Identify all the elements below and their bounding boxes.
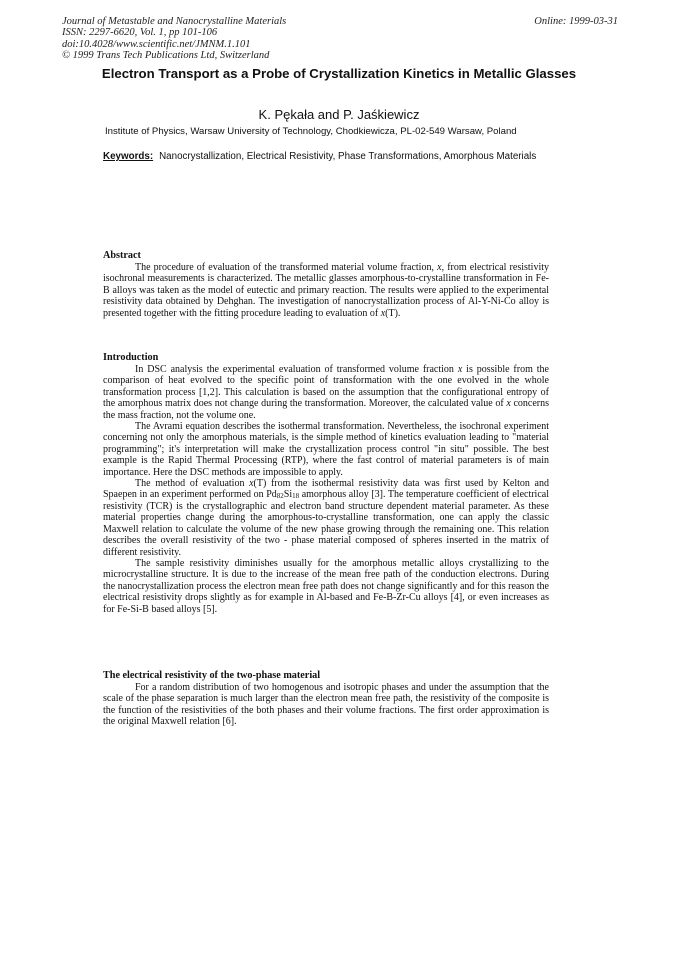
introduction-section — [103, 352, 549, 615]
introduction-paragraph-3: The method of evaluation x(T) from the isothermal resistivity data was first used by Kelton and Spaepen in an experiment performed on $Pd_{82}Si_{18}$ amorphous alloy [3]. The temperature coefficient of electrical resistivity (TCR) is the crystallographic and electron band structure dependent material parameter. As these material properties change during the amorphous-to-crystalline transformation, one can apply the classic Maxwell relation to calculate the volume of the new phase growing through the remaining one. This relation describes the overall resistivity of the two - phase material composed of spheres inserted in the matrix of different resistivity. — [103, 478, 549, 558]
journal-header — [62, 16, 618, 62]
resistivity-heading: The electrical resistivity of the two-phase material — [103, 670, 321, 681]
introduction-paragraph-4: The sample resistivity diminishes usually for the amorphous metallic alloys crystallizing to the microcrystalline structure. It is due to the increase of the mean free path of the conduction electrons. During the nanocrystallization process the electron mean free path does not change significantly and for this reason the electrical resistivity drops slightly as for example in Al-based and Fe-B-Zr-Cu alloys [4], or even increases as for Fe-Si-B based alloys [5]. — [103, 557, 549, 615]
keywords — [103, 151, 550, 163]
abstract-paragraph: The procedure of evaluation of the transformed material volume fraction, x, from electrical resistivity isochronal measurements is characterized. The metallic glasses amorphous-to-crystalline transformation in Fe-B alloys was taken as the model of eutectic and primary reaction. The results were applied to the experimental resistivity data obtained by Dehghan. The investigation of nanocrystallization process of Al-Y-Ni-Co alloy is presented together with the fitting procedure leading to evaluation of x(T). — [103, 262, 549, 319]
keywords-text: Nanocrystallization, Electrical Resistivity, Phase Transformations, Amorphous Materials — [159, 151, 537, 162]
abstract-heading: Abstract — [103, 250, 141, 261]
introduction-heading: Introduction — [103, 352, 159, 363]
resistivity-paragraph: For a random distribution of two homogenous and isotropic phases and under the assumption that the scale of the phase separation is much larger than the electron mean free path, the resistivity of the composite is the function of the resistivities of the both phases and their volume fractions. The first order approximation is the original Maxwell relation [6]. — [103, 682, 549, 728]
resistivity-section — [103, 670, 549, 728]
keywords-label: Keywords: — [103, 151, 154, 162]
introduction-paragraph-2: The Avrami equation describes the isothermal transformation. Nevertheless, the isochronal experiment concerning not only the amorphous materials, is the simple method of kinetics evaluation leading to "material programming"; it's interpretation will make the crystallization process control "in situ" possible. The best example is the Rapid Thermal Processing (RTP), where the fast control of material parameters is of main importance. Here the DSC methods are impossible to apply. — [103, 421, 549, 478]
author-affiliation: Institute of Physics, Warsaw University of Technology, Chodkiewicza, PL-02-549 Warsaw, Poland — [105, 126, 517, 137]
online-date: Online: 1999-03-31 — [534, 16, 618, 27]
paper-title: Electron Transport as a Probe of Crystallization Kinetics in Metallic Glasses — [101, 66, 577, 81]
paper-authors: K. Pękała and P. Jaśkiewicz — [258, 107, 420, 122]
journal-issn: ISSN: 2297-6620, Vol. 1, pp 101-106 — [62, 27, 218, 39]
journal-name: Journal of Metastable and Nanocrystalline Materials — [62, 16, 287, 27]
journal-doi: doi:10.4028/www.scientific.net/JMNM.1.101 — [62, 38, 251, 50]
abstract-section — [103, 250, 549, 319]
introduction-paragraph-1: In DSC analysis the experimental evaluation of transformed volume fraction x is possible from the comparison of heat evolved to the specific point of transformation with the one evolved in the whole transformation process [1,2]. This calculation is based on the assumption that the configurational entropy of the amorphous matrix does not change during the transformation. Moreover, the calculated value of x concerns the mass fraction, not the volume one. — [103, 364, 549, 421]
journal-copyright: © 1999 Trans Tech Publications Ltd, Switzerland — [62, 50, 270, 62]
